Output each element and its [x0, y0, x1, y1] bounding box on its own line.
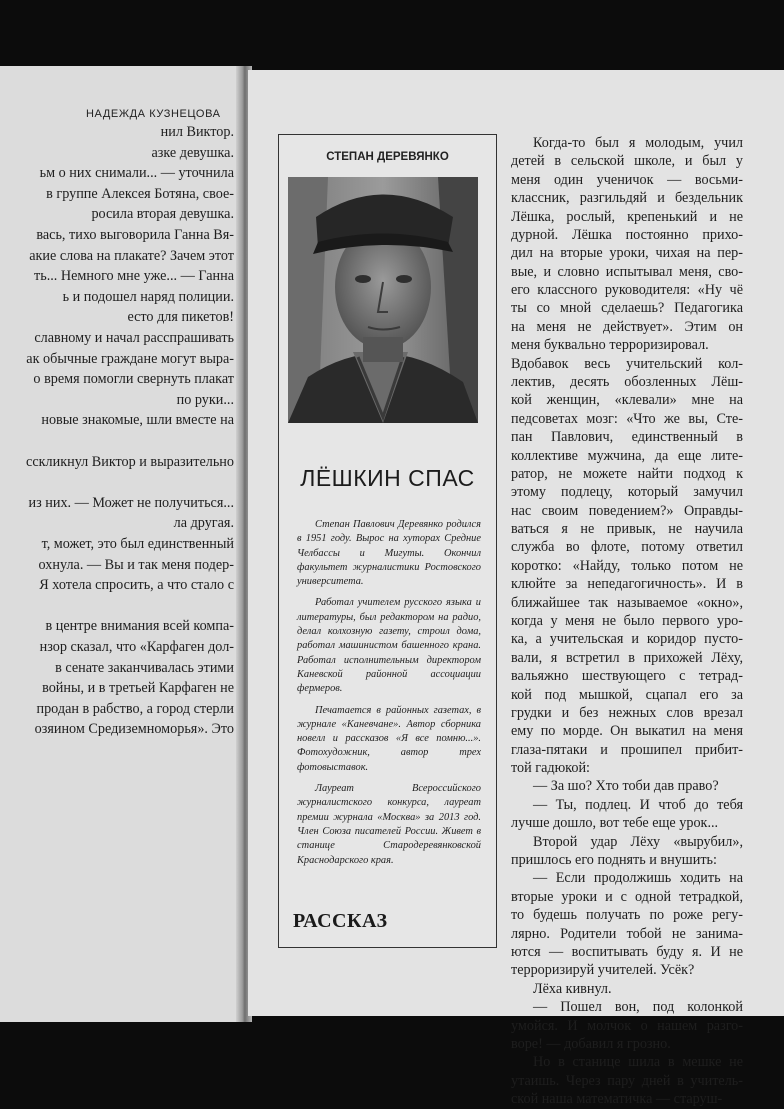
left-text-line: ла другая. [173, 515, 234, 532]
author-bio [297, 518, 481, 875]
story-text-line: воре! — добавил я грозно. [511, 1035, 671, 1052]
left-text-line: ак обычные граждане могут выра- [26, 350, 234, 367]
left-text-line: ьм о них снимали... — уточнила [39, 165, 234, 182]
left-text-line: азке девушка. [151, 144, 234, 161]
story-text-line: ской наша математичка — старуш- [511, 1091, 723, 1108]
story-text-line: лучше дошло, вот тебе еще урок... [511, 815, 719, 832]
left-text-line: озяином Средиземноморья». Это [34, 721, 234, 738]
story-text-line: коллективе мужчина, да еще лите- [511, 447, 743, 464]
story-text-line: клюйте за непедагогичность». И в [511, 576, 743, 593]
story-text-line: грудки и без нежных слов врезал [511, 704, 743, 721]
story-text-line: Но в станице шила в мешке не [533, 1054, 743, 1071]
author-photo [288, 177, 478, 423]
left-text-line: войны, и в третьей Карфаген не [42, 680, 234, 697]
left-text-line: Я хотела спросить, а что стало с [39, 577, 234, 594]
story-text-line: дил на вторые уроки, чихая на пер- [511, 245, 743, 262]
story-text-line: Второй удар Лёху «вырубил», [533, 833, 743, 850]
bio-paragraph: Степан Павлович Деревянко родился в 1951 году. Вырос на хуторах Средние Челбассы и Мигуты. Окончил факультет журналистики Ростовского университета. [297, 519, 481, 588]
left-text-line: в сенате заканчивалась этими [55, 659, 234, 676]
left-text-line: сскликнул Виктор и выразительно [26, 453, 234, 470]
story-text-line: той гадюкой: [511, 760, 590, 777]
story-text-line: то будешь получать по роже регу- [511, 907, 743, 924]
story-text-line: ближайшее так называемое «окно», [511, 594, 743, 611]
story-text-line: — Пошел вон, под колонкой [533, 999, 743, 1016]
story-text-line: Когда-то был я молодым, учил [533, 135, 743, 151]
story-text-line: ются — воспитывать буду я. И не [511, 943, 743, 960]
story-text-line: глаза-пятаки и прошипел прибит- [511, 741, 743, 758]
story-text-line: умойся. И молчок о нашем разго- [511, 1017, 743, 1034]
story-text-line: — Если продолжишь ходить на [533, 870, 743, 887]
left-text-line: акие слова на плакате? Зачем этот [29, 247, 234, 264]
story-text-line: Вдобавок весь учительский кол- [511, 355, 743, 372]
story-text-line: лектив, десять обозленных Лёш- [511, 374, 743, 390]
story-text-line: лярно. Родители тобой не занима- [511, 925, 743, 942]
story-text-line: вальяжно шествующего с тетрад- [511, 668, 743, 685]
left-text-line: охнула. — Вы и так меня подер- [38, 556, 234, 573]
story-text-line: дурной. Лёшка постоянно прихо- [511, 226, 743, 243]
story-text-line: кой женщин, «клевали» мне на [511, 392, 743, 409]
story-text-line: ка, а учительская и коридор пусто- [511, 631, 743, 648]
left-text-line: по руки... [176, 391, 234, 408]
story-text-line: коротко: «Найду, только потом не [511, 557, 743, 574]
bio-paragraph: Лауреат Всероссийского журналистского конкурса, лауреат премии журнала «Москва» за 2013 год. Член Союза писателей России. Живет в станице Стародеревянковской Краснодарского края. [297, 783, 481, 866]
story-text-line: Лёшка, рослый, крепенький и не [511, 208, 743, 225]
story-text-line: вторые уроки и с одной тетрадкой, [511, 888, 743, 905]
story-text-line: ты со мной сделаешь? Педагогика [511, 300, 743, 317]
story-text-line: ему по морде. Он выкатил на меня [511, 723, 743, 740]
bio-paragraph: Работал учителем русского языка и литературы, был редактором на радио, делал колхозную газету, строил дома, работал машинистом башенного крана. Работал исполнительным директором Каневской районной ассоциации фермеров. [297, 597, 481, 695]
story-text-line: — Ты, подлец. И чтоб до тебя [533, 796, 743, 813]
story-text-line: вали, я встретил в прихожей Лёху, [511, 649, 743, 666]
left-text-line: новые знакомые, шли вместе на [41, 412, 234, 429]
left-text-line: вась, тихо выговорила Ганна Вя- [36, 227, 234, 243]
left-text-line: из них. — Может не получиться... [28, 494, 234, 511]
story-text-line: педсоветах мозг: «Что же вы, Сте- [511, 410, 743, 427]
story-text-line: терроризируй учителей. Усёк? [511, 962, 695, 979]
author-name: СТЕПАН ДЕРЕВЯНКО [326, 151, 449, 163]
story-text-line: пришлось его поднять и внушить: [511, 852, 717, 869]
story-text-line: его классного руководителя: «Ну чё [511, 282, 743, 299]
story-text-line: ваться я не привык, не научила [511, 521, 743, 538]
left-text-line: нил Виктор. [160, 124, 234, 140]
author-sidebar [278, 134, 497, 948]
genre-label: РАССКАЗ [293, 910, 388, 932]
story-text-line: кой под мышкой, сцапал его за [511, 686, 743, 703]
story-text-line: утаишь. Через пару дней в учитель- [511, 1072, 743, 1089]
story-text-line: ратор, не можете найти подход к [511, 465, 743, 482]
left-text-line: росила вторая девушка. [91, 206, 234, 223]
story-text-line: классник, разгильдяй и бездельник [511, 190, 743, 207]
left-text-line: ь и подошел наряд полиции. [62, 288, 234, 305]
story-text-line: когда у меня не было первого уро- [511, 613, 743, 630]
story-text-line: Лёха кивнул. [533, 980, 612, 997]
story-text-line: вые, и словно испытывал меня, сво- [511, 263, 743, 280]
bio-paragraph: Печатается в районных газетах, в журнале «Каневчане». Автор сборника новелл и рассказов «Я все помню...». Фотохудожник, автор трех фотовыставок. [297, 704, 481, 773]
running-head: НАДЕЖДА КУЗНЕЦОВА [86, 108, 221, 120]
left-text-line: в центре внимания всей компа- [45, 618, 234, 635]
story-text-line: меня один ученичок — восьми- [511, 171, 743, 188]
story-text-line: — За шо? Хто тоби дав право? [533, 778, 719, 795]
story-text-line: детей в сельской школе, и был у [511, 153, 743, 170]
story-text-line: этому подлецу, который замучил [511, 484, 743, 501]
story-title: ЛЁШКИН СПАС [300, 465, 475, 491]
story-text-line: служба во флоте, потому ответил [511, 539, 743, 556]
left-text-line: продан в рабство, а город стерли [36, 700, 234, 717]
story-text-line: пан Павлович, единственный в [511, 429, 743, 446]
left-text-line: ть... Немного мне уже... — Ганна [34, 268, 234, 285]
left-text-line: нзор сказал, что «Карфаген дол- [39, 639, 234, 655]
story-text-line: меня буквально терроризировал. [511, 337, 709, 354]
story-text-line: на меня не действует». Этим он [511, 318, 743, 335]
left-text-line: есто для пикетов! [127, 309, 234, 326]
story-text-line: нас своим поведением?» Оправды- [511, 502, 743, 519]
left-text-line: т, может, это был единственный [41, 536, 234, 552]
left-text-line: о время помогли свернуть плакат [33, 371, 234, 388]
left-text-line: славному и начал расспрашивать [34, 330, 234, 346]
left-text-line: в группе Алексея Ботяна, свое- [46, 185, 234, 202]
